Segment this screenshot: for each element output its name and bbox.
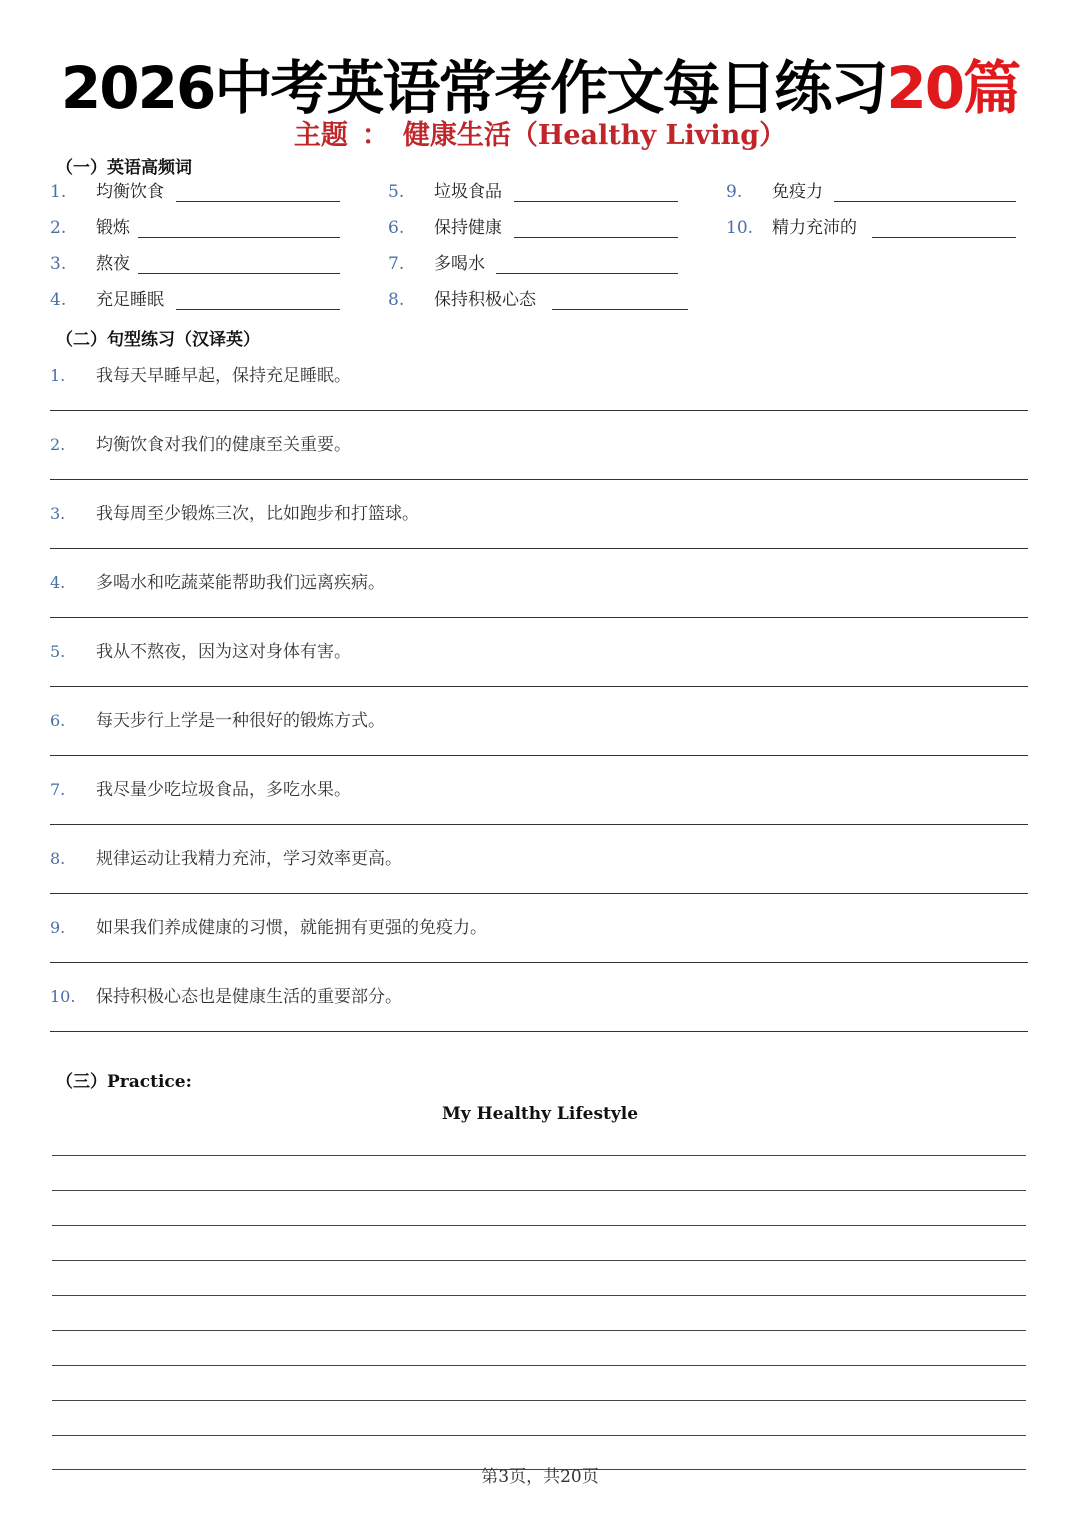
sentence-item bbox=[50, 502, 1028, 562]
vocab-word: 精力充沛的 bbox=[772, 218, 857, 238]
practice-section-heading: （三）Practice: bbox=[56, 1072, 192, 1092]
vocab-number: 5. bbox=[388, 182, 405, 202]
vocab-word: 多喝水 bbox=[434, 254, 485, 274]
vocab-word: 垃圾食品 bbox=[434, 182, 502, 202]
sentence-text: 多喝水和吃蔬菜能帮助我们远离疾病。 bbox=[96, 573, 385, 593]
sentence-number: 7. bbox=[50, 780, 66, 799]
vocab-answer-blank[interactable] bbox=[514, 237, 678, 238]
translation-answer-line[interactable] bbox=[50, 686, 1028, 687]
sentence-number: 1. bbox=[50, 366, 66, 385]
vocab-number: 8. bbox=[388, 290, 405, 310]
vocab-word: 充足睡眠 bbox=[96, 290, 164, 310]
title-highlight: 20篇 bbox=[886, 54, 1020, 122]
vocab-section-heading: （一）英语高频词 bbox=[56, 158, 192, 178]
writing-line[interactable] bbox=[52, 1365, 1026, 1366]
vocab-item bbox=[726, 216, 857, 240]
title-main: 2026中考英语常考作文每日练习 bbox=[60, 54, 887, 122]
writing-line[interactable] bbox=[52, 1155, 1026, 1156]
sentence-text: 规律运动让我精力充沛，学习效率更高。 bbox=[96, 849, 402, 869]
vocab-answer-blank[interactable] bbox=[176, 309, 340, 310]
vocab-answer-blank[interactable] bbox=[138, 237, 340, 238]
sentence-text: 保持积极心态也是健康生活的重要部分。 bbox=[96, 987, 402, 1007]
sentence-number: 2. bbox=[50, 435, 66, 454]
vocab-word: 免疫力 bbox=[772, 182, 823, 202]
vocab-word: 均衡饮食 bbox=[96, 182, 164, 202]
vocab-item bbox=[388, 252, 485, 276]
sentence-text: 如果我们养成健康的习惯，就能拥有更强的免疫力。 bbox=[96, 918, 487, 938]
vocab-number: 3. bbox=[50, 254, 67, 274]
translation-answer-line[interactable] bbox=[50, 479, 1028, 480]
sentence-text: 我每周至少锻炼三次，比如跑步和打篮球。 bbox=[96, 504, 419, 524]
sentence-item bbox=[50, 640, 1028, 700]
translation-answer-line[interactable] bbox=[50, 548, 1028, 549]
sentence-item bbox=[50, 985, 1028, 1045]
sentence-item bbox=[50, 916, 1028, 976]
translation-answer-line[interactable] bbox=[50, 962, 1028, 963]
vocab-item bbox=[388, 216, 502, 240]
vocab-number: 9. bbox=[726, 182, 743, 202]
vocab-answer-blank[interactable] bbox=[552, 309, 688, 310]
vocab-answer-blank[interactable] bbox=[872, 237, 1016, 238]
vocab-item bbox=[726, 180, 823, 204]
writing-line[interactable] bbox=[52, 1190, 1026, 1191]
translation-answer-line[interactable] bbox=[50, 617, 1028, 618]
sentence-number: 3. bbox=[50, 504, 66, 523]
vocab-number: 2. bbox=[50, 218, 67, 238]
vocab-word: 熬夜 bbox=[96, 254, 130, 274]
writing-line[interactable] bbox=[52, 1400, 1026, 1401]
vocab-item bbox=[50, 180, 164, 204]
vocab-answer-blank[interactable] bbox=[514, 201, 678, 202]
sentence-number: 4. bbox=[50, 573, 66, 592]
vocab-word: 保持积极心态 bbox=[434, 290, 536, 310]
vocab-word: 保持健康 bbox=[434, 218, 502, 238]
vocab-item bbox=[50, 288, 164, 312]
translation-answer-line[interactable] bbox=[50, 893, 1028, 894]
writing-line[interactable] bbox=[52, 1330, 1026, 1331]
sentence-item bbox=[50, 433, 1028, 493]
sentence-text: 我从不熬夜，因为这对身体有害。 bbox=[96, 642, 351, 662]
sentence-item bbox=[50, 709, 1028, 769]
topic-colon: ： bbox=[361, 120, 389, 151]
translation-answer-line[interactable] bbox=[50, 824, 1028, 825]
vocab-item bbox=[50, 216, 130, 240]
writing-line[interactable] bbox=[52, 1435, 1026, 1436]
vocab-number: 6. bbox=[388, 218, 405, 238]
vocab-word: 锻炼 bbox=[96, 218, 130, 238]
vocab-item bbox=[50, 252, 130, 276]
sentence-text: 每天步行上学是一种很好的锻炼方式。 bbox=[96, 711, 385, 731]
vocab-number: 10. bbox=[726, 218, 754, 238]
vocab-item bbox=[388, 180, 502, 204]
translation-answer-line[interactable] bbox=[50, 410, 1028, 411]
translation-answer-line[interactable] bbox=[50, 755, 1028, 756]
sentence-section-heading: （二）句型练习（汉译英） bbox=[56, 330, 260, 350]
page-title bbox=[0, 52, 1080, 124]
translation-answer-line[interactable] bbox=[50, 1031, 1028, 1032]
sentence-number: 6. bbox=[50, 711, 66, 730]
sentence-text: 均衡饮食对我们的健康至关重要。 bbox=[96, 435, 351, 455]
sentence-item bbox=[50, 778, 1028, 838]
vocab-answer-blank[interactable] bbox=[138, 273, 340, 274]
sentence-number: 10. bbox=[50, 987, 76, 1006]
sentence-number: 8. bbox=[50, 849, 66, 868]
vocab-answer-blank[interactable] bbox=[496, 273, 678, 274]
writing-line[interactable] bbox=[52, 1260, 1026, 1261]
sentence-item bbox=[50, 847, 1028, 907]
sentence-number: 9. bbox=[50, 918, 66, 937]
vocab-item bbox=[388, 288, 536, 312]
vocab-answer-blank[interactable] bbox=[176, 201, 340, 202]
sentence-text: 我尽量少吃垃圾食品，多吃水果。 bbox=[96, 780, 351, 800]
sentence-text: 我每天早睡早起，保持充足睡眠。 bbox=[96, 366, 351, 386]
sentence-number: 5. bbox=[50, 642, 66, 661]
writing-line[interactable] bbox=[52, 1295, 1026, 1296]
page-footer: 第3页，共20页 bbox=[481, 1467, 599, 1487]
vocab-number: 4. bbox=[50, 290, 67, 310]
sentence-item bbox=[50, 364, 1028, 424]
sentence-item bbox=[50, 571, 1028, 631]
essay-title: My Healthy Lifestyle bbox=[441, 1104, 639, 1124]
vocab-number: 1. bbox=[50, 182, 67, 202]
topic-name: 健康生活（Healthy Living） bbox=[402, 120, 787, 151]
writing-line[interactable] bbox=[52, 1225, 1026, 1226]
vocab-answer-blank[interactable] bbox=[834, 201, 1016, 202]
vocab-number: 7. bbox=[388, 254, 405, 274]
topic-subtitle bbox=[0, 118, 1080, 154]
topic-label: 主题 bbox=[293, 120, 348, 151]
